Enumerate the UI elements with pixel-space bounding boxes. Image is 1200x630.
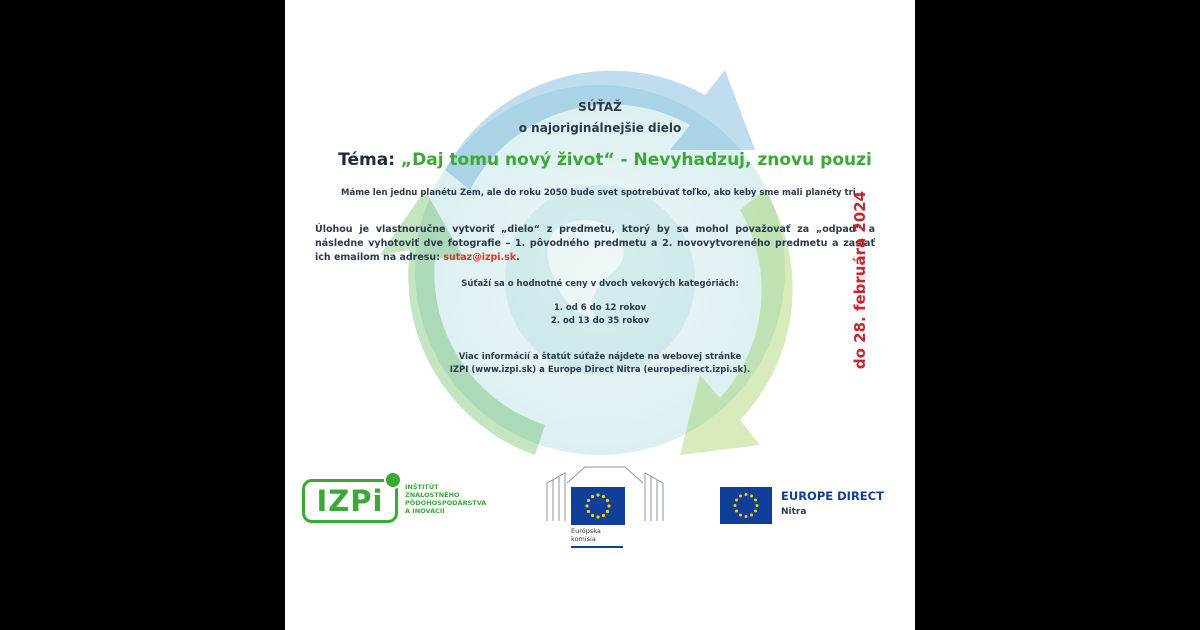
task-text [315, 223, 875, 265]
commission-name [571, 527, 601, 543]
izpi-name [405, 483, 525, 515]
izpi-name-line: A INOVÁCIÍ [405, 507, 445, 515]
theme-value: „Daj tomu nový život“ - Nevyhadzuj, znovu pouzi [395, 150, 872, 170]
theme-label: Téma: [338, 150, 396, 170]
category-item: 1. od 6 do 12 rokov [553, 303, 647, 313]
email-link[interactable]: sutaz@izpi.sk [443, 252, 517, 263]
europe-direct-logo [720, 487, 900, 527]
commission-name-line: Európska [571, 527, 601, 535]
izpi-name-line: PÔDOHOSPODÁRSTVA [405, 499, 487, 507]
poster [285, 0, 915, 630]
eu-flag-icon [720, 487, 772, 524]
info-line-1: Viac informácií a štatút súťaže nájdete na webovej stránke [458, 352, 742, 362]
izpi-mark: IZPi [302, 479, 398, 523]
europe-direct-title: EUROPE DIRECT [781, 489, 884, 503]
european-commission-logo [545, 463, 665, 553]
intro-text: Máme len jednu planétu Zem, ale do roku 2050 bude svet spotrebúvať toľko, ako keby sme mali planéty tri. [341, 188, 859, 198]
info-line-2: IZPI (www.izpi.sk) a Europe Direct Nitra (europedirect.izpi.sk). [449, 365, 751, 375]
contest-title: SÚŤAŽ [578, 100, 622, 114]
commission-underline [571, 546, 623, 548]
categories-intro: Súťaží sa o hodnotné ceny v dvoch vekových kategóriách: [461, 279, 739, 289]
contest-subtitle: o najoriginálnejšie dielo [518, 121, 682, 135]
task-end: . [516, 252, 520, 263]
category-item: 2. od 13 do 35 rokov [550, 316, 650, 326]
deadline-text: do 28. februára 2024 [851, 190, 869, 370]
izpi-name-line: ZNALOSTNÉHO [405, 491, 460, 499]
deadline [845, 180, 875, 380]
europe-direct-subtitle: Nitra [781, 507, 807, 517]
eu-flag-icon [571, 487, 625, 525]
theme-line [325, 150, 885, 170]
izpi-name-line: INŠTITÚT [405, 483, 439, 491]
task-body: Úlohou je vlastnoručne vytvoriť „dielo“ z predmetu, ktorý by sa mohol považovať za „odpad“ a následne vyhotoviť dve fotografie – 1. pôvodného predmetu a 2. novovytvoreného predmetu a zaslať ich emailom na adresu: [315, 224, 875, 263]
izpi-dot-icon [384, 471, 402, 489]
commission-name-line: komisia [571, 535, 596, 543]
